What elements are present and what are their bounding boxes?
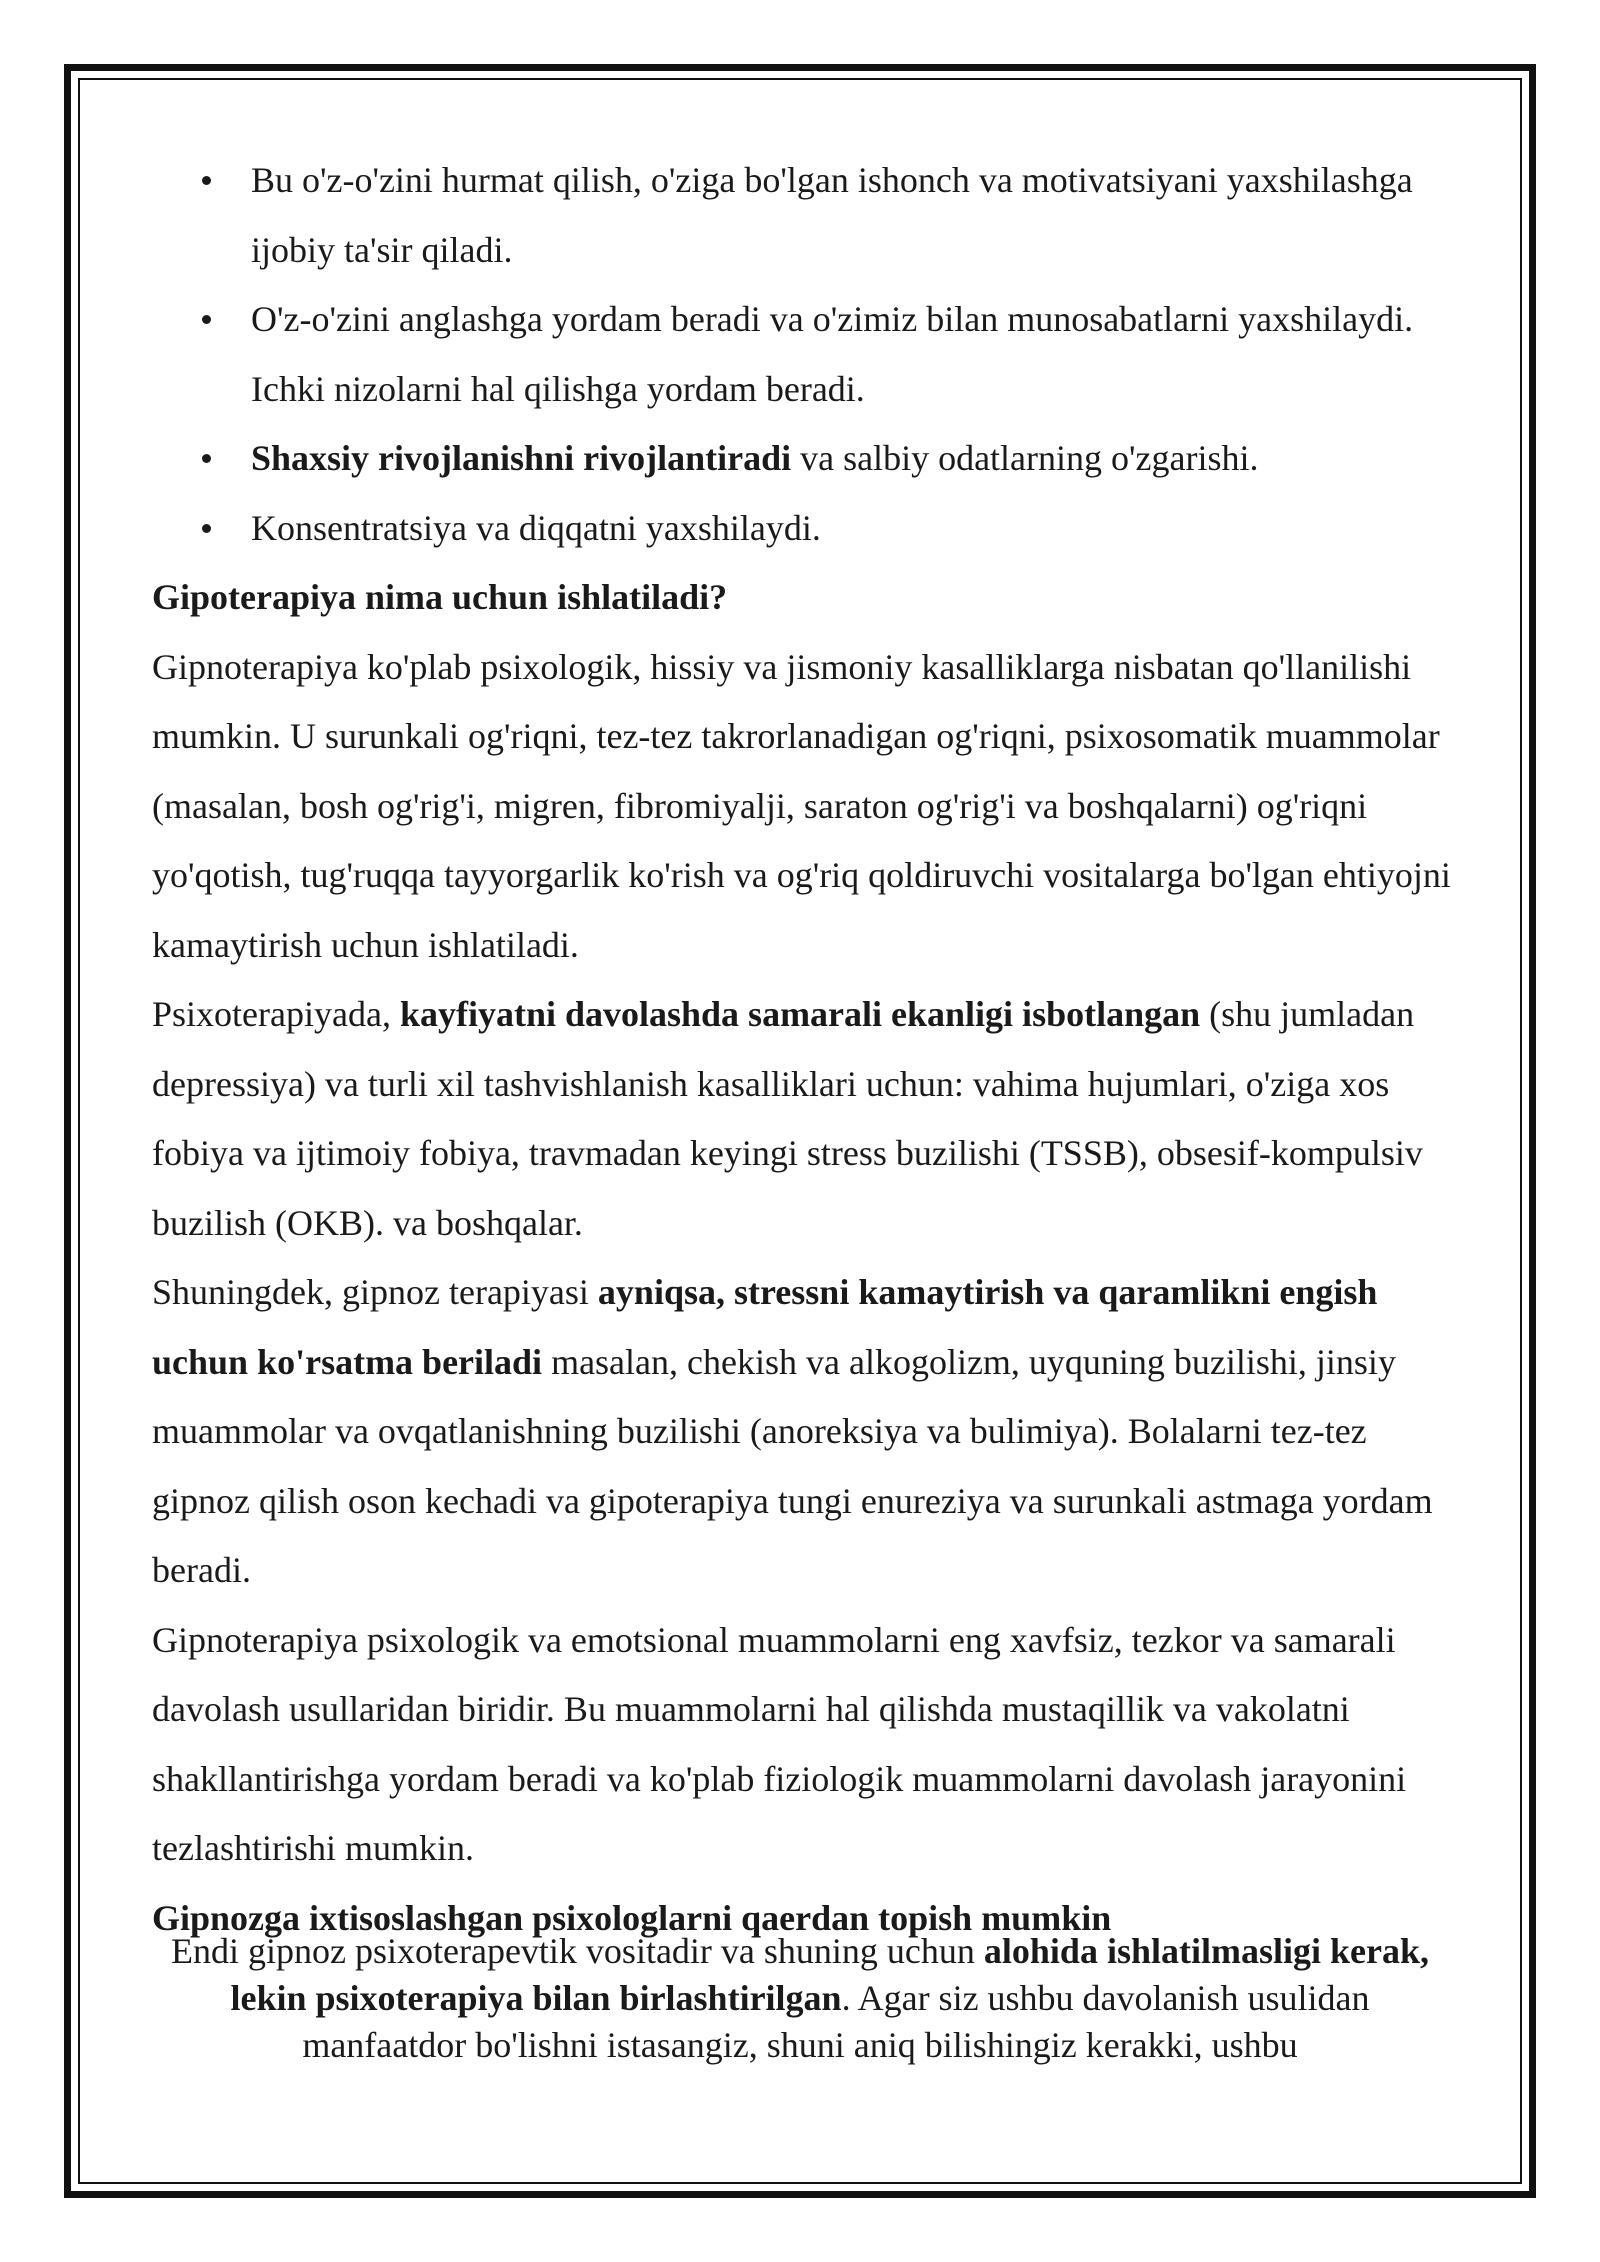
section-heading: Gipoterapiya nima uchun ishlatiladi? — [152, 577, 728, 617]
bullet-icon — [202, 176, 211, 185]
document-body — [152, 146, 1452, 1953]
paragraph: Psixoterapiyada, kayfiyatni davolashda samarali ekanligi isbotlangan (shu jumladan depressiya) va turli xil tashvishlanish kasalliklari uchun: vahima hujumlari, o'ziga xos fobiya va ijtimoiy fobiya, travmadan keyingi stress buzilishi (TSSB), obsesif-kompulsiv buzilish (OKB). va boshqalar. — [152, 994, 1423, 1243]
paragraph: Gipnoterapiya ko'plab psixologik, hissiy va jismoniy kasalliklarga nisbatan qo'llanilishi mumkin. U surunkali og'riqni, tez-tez takrorlanadigan og'riqni, psixosomatik muammolar (masalan, bosh og'rig'i, migren, fibromiyalji, saraton og'rig'i va boshqalarni) og'riqni yo'qotish, tug'ruqqa tayyorgarlik ko'rish va og'riq qoldiruvchi vositalarga bo'lgan ehtiyojni kamaytirish uchun ishlatiladi. — [152, 646, 1451, 965]
bullet-icon — [202, 454, 211, 463]
list-item: Shaxsiy rivojlanishni rivojlantiradi va salbiy odatlarning o'zgarishi. — [152, 424, 1452, 494]
list-item: O'z-o'zini anglashga yordam beradi va o'zimiz bilan munosabatlarni yaxshilaydi. Ichki nizolarni hal qilishga yordam beradi. — [152, 285, 1452, 424]
bullet-icon — [202, 524, 211, 533]
section-heading: Gipnozga ixtisoslashgan psixologlarni qaerdan topish mumkin — [152, 1897, 1112, 1938]
bullet-icon — [202, 315, 211, 324]
benefits-list — [152, 146, 1452, 563]
list-item: Konsentratsiya va diqqatni yaxshilaydi. — [152, 494, 1452, 564]
paragraph: Gipnoterapiya psixologik va emotsional muammolarni eng xavfsiz, tezkor va samarali davolash usullaridan biridir. Bu muammolarni hal qilishda mustaqillik va vakolatni shakllantirishga yordam beradi va ko'plab fiziologik muammolarni davolash jarayonini tezlashtirishi mumkin. — [152, 1619, 1407, 1868]
paragraph: Shuningdek, gipnoz terapiyasi ayniqsa, stressni kamaytirish va qaramlikni engish uchun ko'rsatma beriladi masalan, chekish va alkogolizm, uyquning buzilishi, jinsiy muammolar va ovqatlanishning buzilishi (anoreksiya va bulimiya). Bolalarni tez-tez gipnoz qilish oson kechadi va gipoterapiya tungi enureziya va surunkali astmaga yordam beradi. — [152, 1272, 1433, 1590]
list-item: Bu o'z-o'zini hurmat qilish, o'ziga bo'lgan ishonch va motivatsiyani yaxshilashga ijobiy ta'sir qiladi. — [152, 146, 1452, 285]
centered-paragraph: Endi gipnoz psixoterapevtik vositadir va shuning uchun alohida ishlatilmasligi kerak, lekin psixoterapiya bilan birlashtirilgan. Agar siz ushbu davolanish usulidan manfaatdor bo'lishni istasangiz, shuni aniq bilishingiz kerakki, ushbu — [171, 1931, 1429, 2065]
